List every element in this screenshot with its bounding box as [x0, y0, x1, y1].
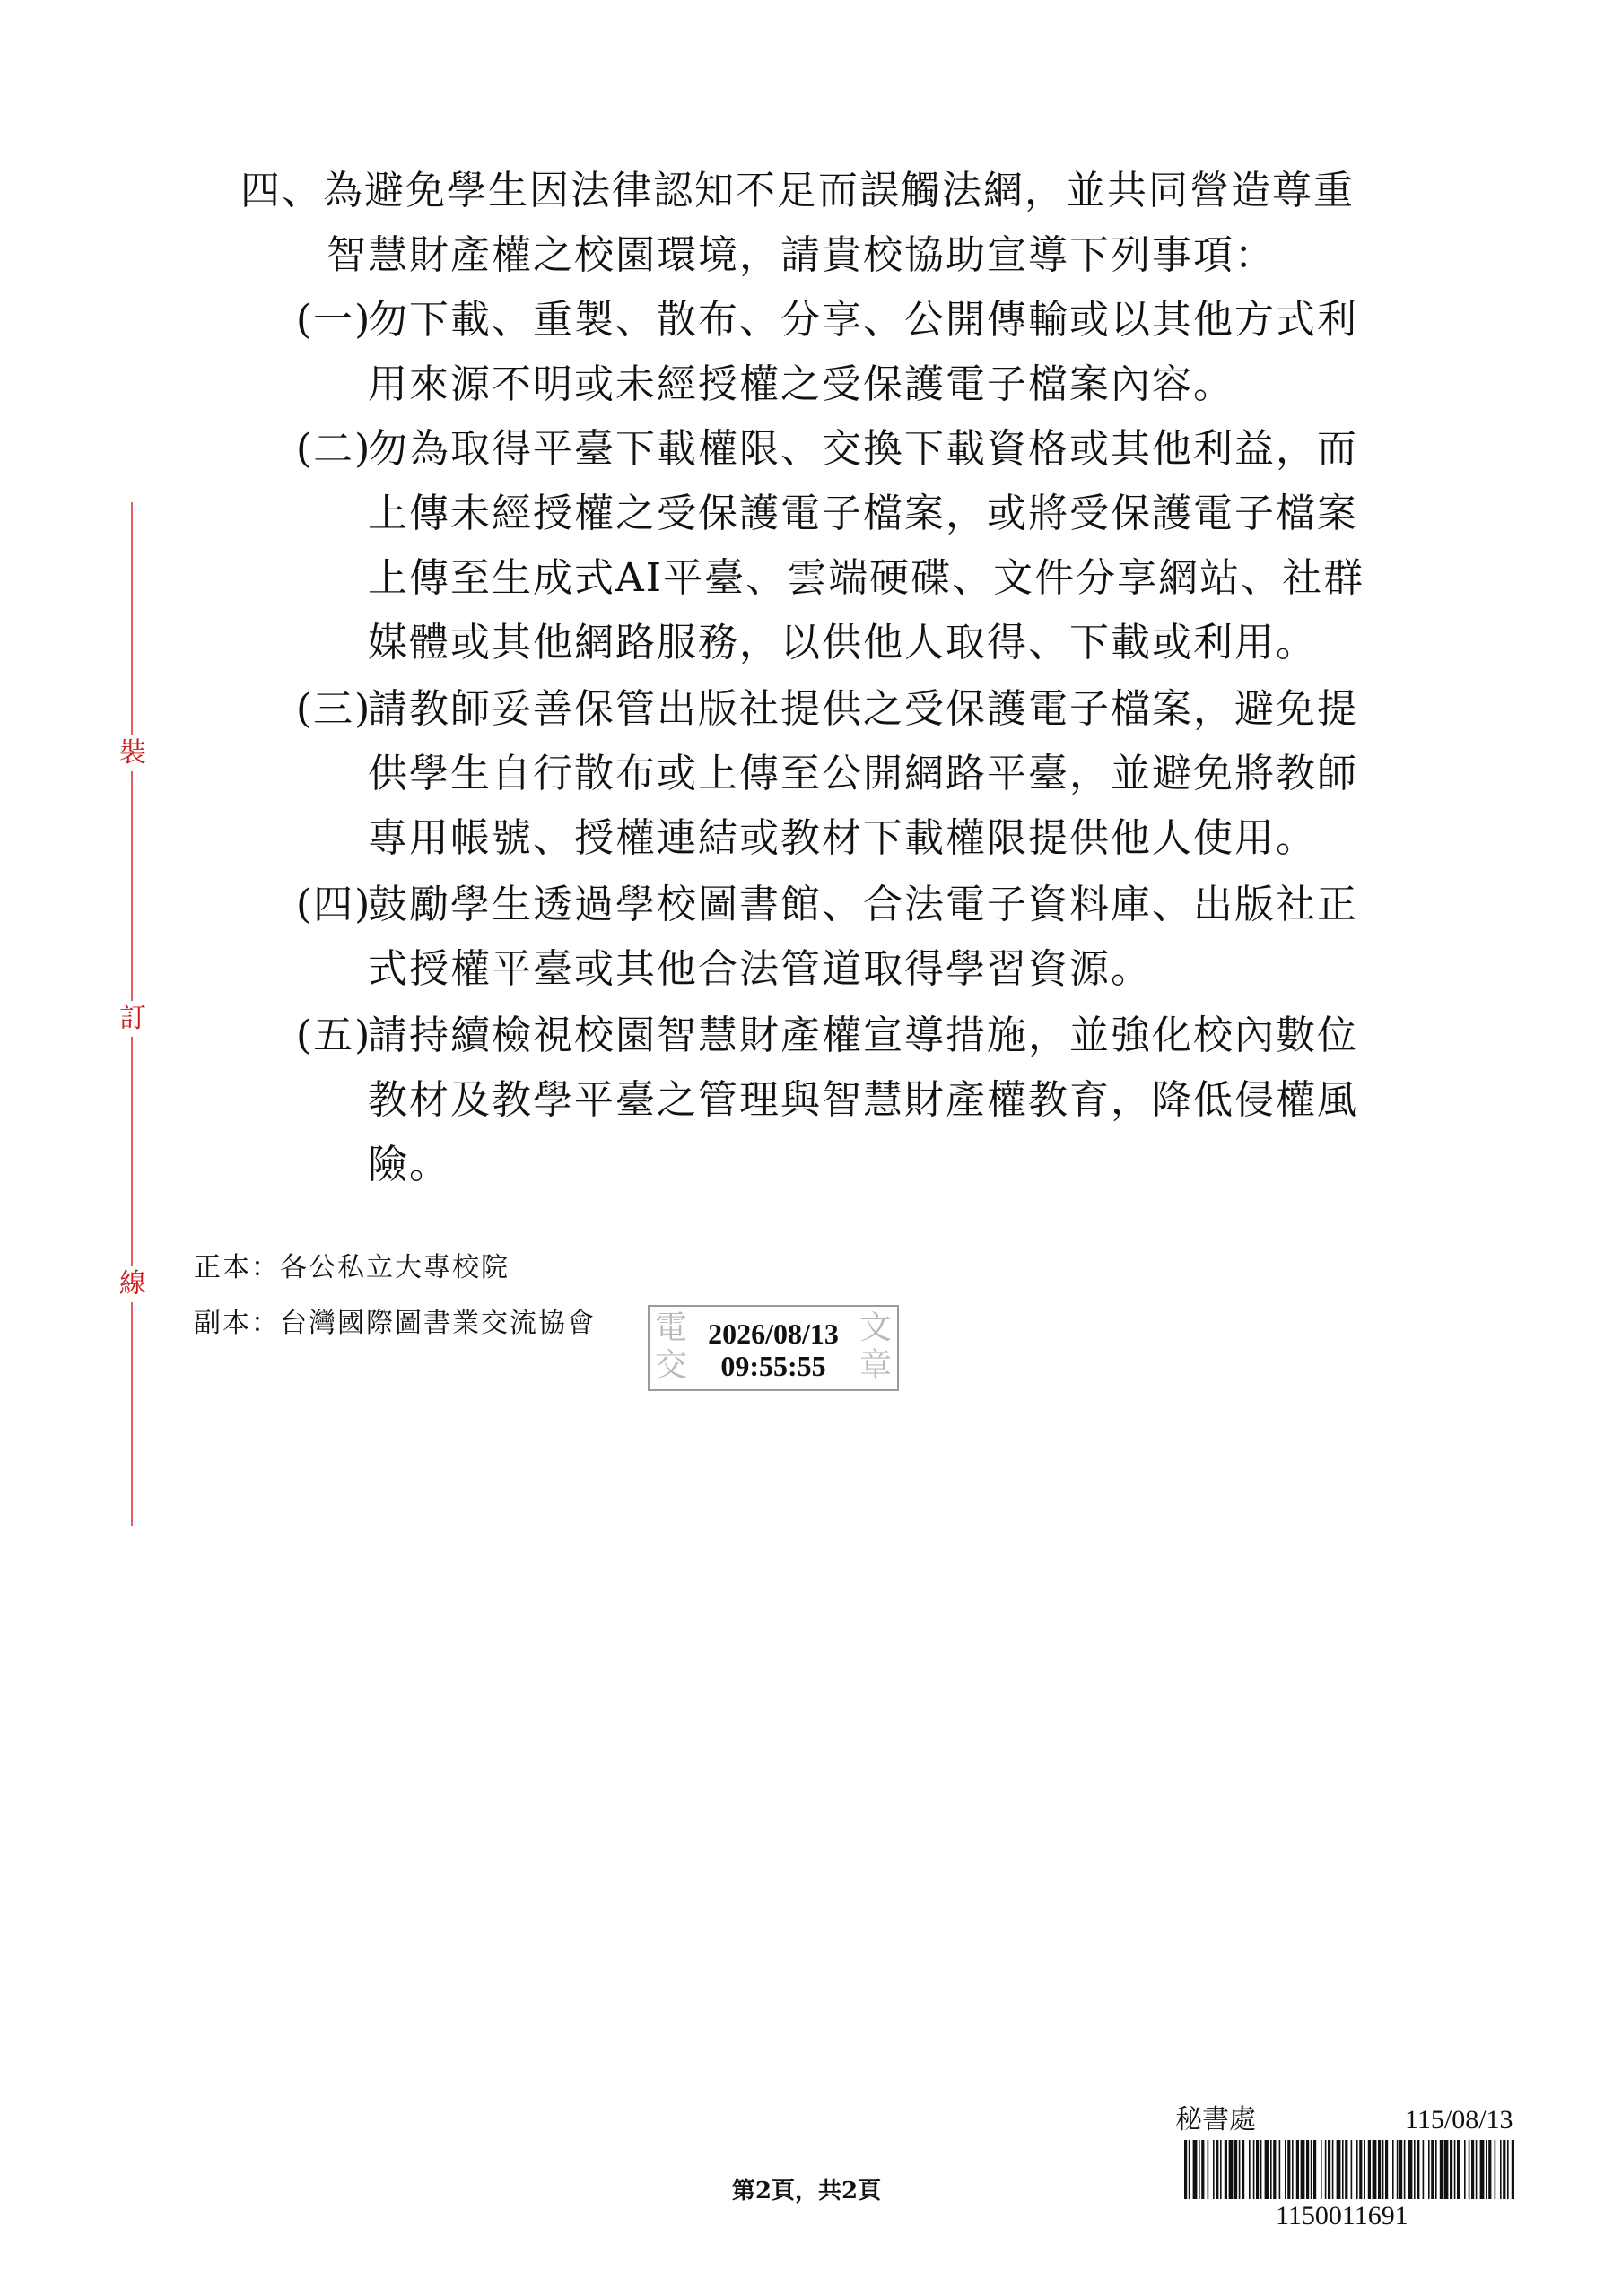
barcode-bar — [1385, 2140, 1388, 2199]
barcode-bar — [1368, 2140, 1371, 2199]
barcode-bar — [1476, 2140, 1478, 2199]
barcode-bar — [1213, 2140, 1215, 2199]
office-date: 115/08/13 — [1405, 2105, 1513, 2135]
item-text-line: 媒體或其他網路服務，以供他人取得、下載或利用。 — [368, 620, 1317, 665]
barcode-bar — [1471, 2140, 1474, 2199]
item-text-line: 專用帳號、授權連結或教材下載權限提供他人使用。 — [368, 815, 1317, 861]
item-label: (四) — [296, 882, 372, 927]
barcode-bar — [1279, 2140, 1281, 2199]
barcode-bar — [1351, 2140, 1353, 2199]
barcode-bar — [1253, 2140, 1255, 2199]
barcode-bar — [1256, 2140, 1259, 2199]
barcode-bar — [1292, 2140, 1294, 2199]
item-text-line: 請教師妥善保管出版社提供之受保護電子檔案，避免提 — [368, 686, 1358, 732]
barcode-bar — [1325, 2140, 1327, 2199]
barcode-bar — [1373, 2140, 1377, 2199]
barcode-bar — [1234, 2140, 1237, 2199]
barcode-bar — [1229, 2140, 1234, 2199]
barcode-bar — [1273, 2140, 1276, 2199]
page-number: 第2頁，共2頁 — [731, 2178, 882, 2205]
barcode-bar — [1359, 2140, 1362, 2199]
barcode-bar — [1435, 2140, 1437, 2199]
item-text-line: 供學生自行散布或上傳至公開網路平臺，並避免將教師 — [368, 751, 1358, 796]
barcode-bar — [1189, 2140, 1190, 2199]
barcode-bar — [1450, 2140, 1452, 2199]
barcode-bar — [1431, 2140, 1434, 2199]
barcode-bar — [1270, 2140, 1272, 2199]
barcode-bar — [1399, 2140, 1402, 2199]
barcode-bar — [1423, 2140, 1425, 2199]
barcode-number: 1150011691 — [1276, 2201, 1408, 2231]
stamp-seal-char: 文 — [859, 1309, 892, 1346]
barcode-bar — [1265, 2140, 1269, 2199]
barcode-bar — [1313, 2140, 1316, 2199]
barcode-bar — [1414, 2140, 1416, 2199]
barcode-bar — [1486, 2140, 1487, 2199]
binding-char-xian: 線 — [118, 1266, 148, 1302]
barcode-bar — [1337, 2140, 1341, 2199]
barcode-bar — [1428, 2140, 1430, 2199]
barcode-bar — [1287, 2140, 1290, 2199]
barcode-bar — [1285, 2140, 1286, 2199]
barcode-bar — [1345, 2140, 1347, 2199]
barcode-bar — [1184, 2140, 1187, 2199]
barcode-bar — [1321, 2140, 1322, 2199]
barcode-bar — [1469, 2140, 1470, 2199]
barcode-bar — [1464, 2140, 1466, 2199]
item-text-line: 鼓勵學生透過學校圖書館、合法電子資料庫、出版社正 — [368, 882, 1358, 927]
barcode-bar — [1378, 2140, 1381, 2199]
section-heading-continued: 智慧財產權之校園環境，請貴校協助宣導下列事項： — [327, 232, 1276, 278]
item-text-line: 教材及教學平臺之管理與智慧財產權教育，降低侵權風 — [368, 1077, 1358, 1123]
issuing-office: 秘書處 — [1175, 2104, 1256, 2135]
barcode-bar — [1408, 2140, 1413, 2199]
barcode-bar — [1225, 2140, 1227, 2199]
barcode-bar — [1239, 2140, 1241, 2199]
stamp-seal-char: 章 — [859, 1347, 892, 1384]
barcode-bar — [1404, 2140, 1406, 2199]
stamp-date: 2026/08/13 — [708, 1318, 839, 1350]
distribution-copy: 副本：台灣國際圖書業交流協會 — [194, 1308, 596, 1339]
barcode-bar — [1311, 2140, 1312, 2199]
section-heading: 四、為避免學生因法律認知不足而誤觸法網，並共同營造尊重 — [240, 168, 1355, 213]
barcode-bar — [1242, 2140, 1244, 2199]
barcode-bar — [1440, 2140, 1443, 2199]
item-text-line: 請持續檢視校園智慧財產權宣導措施，並強化校內數位 — [368, 1013, 1358, 1058]
barcode-bar — [1397, 2140, 1399, 2199]
barcode-bar — [1382, 2140, 1384, 2199]
barcode-bar — [1208, 2140, 1209, 2199]
distribution-original: 正本：各公私立大專校院 — [194, 1252, 510, 1283]
barcode-bar — [1332, 2140, 1334, 2199]
barcode-bar — [1296, 2140, 1299, 2199]
barcode-bar — [1306, 2140, 1309, 2199]
barcode-bar — [1512, 2140, 1514, 2199]
barcode-bar — [1457, 2140, 1460, 2199]
item-label: (二) — [296, 426, 372, 472]
item-text-line: 險。 — [368, 1142, 450, 1187]
stamp-seal-char: 交 — [655, 1347, 688, 1384]
binding-char-ding: 訂 — [118, 1001, 148, 1037]
item-label: (五) — [296, 1013, 372, 1058]
barcode-bar — [1417, 2140, 1419, 2199]
barcode-bar — [1260, 2140, 1262, 2199]
barcode-bar — [1356, 2140, 1358, 2199]
item-text-line: 用來源不明或未經授權之受保護電子檔案內容。 — [368, 361, 1234, 407]
item-text-line: 上傳未經授權之受保護電子檔案，或將受保護電子檔案 — [368, 491, 1358, 536]
item-text-line: 式授權平臺或其他合法管道取得學習資源。 — [368, 946, 1152, 992]
item-label: (一) — [296, 297, 372, 343]
item-text-line: 上傳至生成式AI平臺、雲端硬碟、文件分享網站、社群 — [368, 555, 1365, 601]
binding-char-zhuang: 裝 — [118, 735, 148, 771]
barcode-bar — [1199, 2140, 1200, 2199]
item-label: (三) — [296, 686, 372, 732]
item-text-line: 勿為取得平臺下載權限、交換下載資格或其他利益，而 — [368, 426, 1358, 472]
barcode-bar — [1220, 2140, 1222, 2199]
barcode-bar — [1480, 2140, 1485, 2199]
barcode-bar — [1193, 2140, 1198, 2199]
barcode-bar — [1500, 2140, 1502, 2199]
stamp-seal-char: 電 — [655, 1309, 688, 1346]
barcode-bar — [1503, 2140, 1505, 2199]
barcode — [1184, 2140, 1518, 2199]
barcode-bar — [1392, 2140, 1394, 2199]
item-text-line: 勿下載、重製、散布、分享、公開傳輸或以其他方式利 — [368, 297, 1358, 343]
barcode-bar — [1495, 2140, 1496, 2199]
barcode-bar — [1201, 2140, 1204, 2199]
electronic-exchange-stamp — [648, 1305, 899, 1391]
barcode-bar — [1444, 2140, 1449, 2199]
barcode-bar — [1488, 2140, 1491, 2199]
stamp-time: 09:55:55 — [720, 1350, 826, 1382]
barcode-bar — [1342, 2140, 1344, 2199]
barcode-bar — [1328, 2140, 1330, 2199]
barcode-bar — [1454, 2140, 1456, 2199]
barcode-bar — [1364, 2140, 1365, 2199]
barcode-bar — [1249, 2140, 1251, 2199]
barcode-bar — [1507, 2140, 1509, 2199]
barcode-bar — [1216, 2140, 1218, 2199]
barcode-bar — [1301, 2140, 1305, 2199]
